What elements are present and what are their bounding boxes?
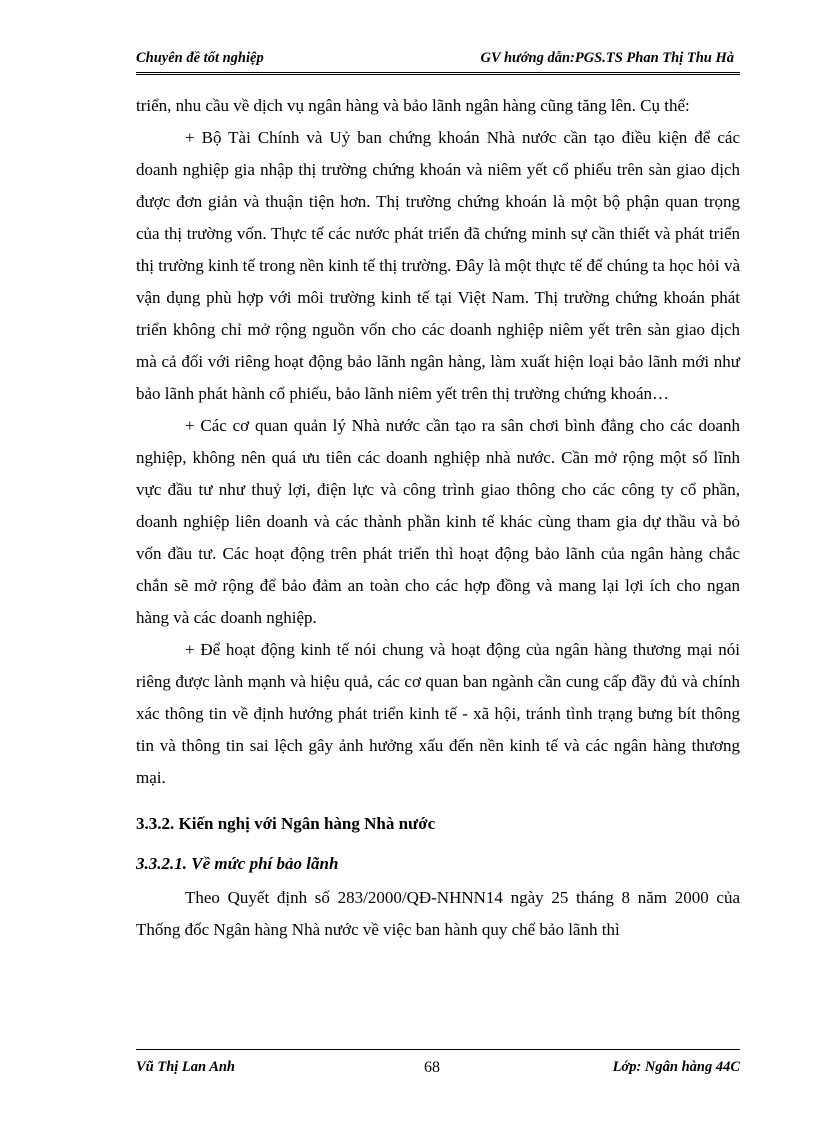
section-heading-3-3-2-1: 3.3.2.1. Về mức phí bảo lãnh	[136, 854, 339, 873]
paragraph-state-agencies: + Các cơ quan quản lý Nhà nước cần tạo ra sân chơi bình đẳng cho các doanh nghiệp, không nên quá ưu tiên các doanh nghiệp nhà nước. Cần mở rộng một số lĩnh vực đầu tư như thuỷ lợi, điện lực và công trình giao thông cho các công ty cổ phần, doanh nghiệp liên doanh và các thành phần kinh tế khác cùng tham gia dự thầu và bỏ vốn đầu tư. Các hoạt động trên phát triển thì hoạt động bảo lãnh của ngân hàng chắc chắn sẽ mở rộng để bảo đảm an toàn cho các hợp đồng và mang lại lợi ích cho ngan hàng và các doanh nghiệp.	[136, 416, 740, 627]
page-footer	[136, 1049, 740, 1080]
footer-author: Vũ Thị Lan Anh	[136, 1059, 235, 1075]
page-content	[136, 90, 740, 946]
paragraph-information: + Để hoạt động kinh tế nói chung và hoạt động của ngân hàng thương mại nói riêng được lành mạnh và hiệu quả, các cơ quan ban ngành cần cung cấp đầy đủ và chính xác thông tin về định hướng phát triển kinh tế - xã hội, tránh tình trạng bưng bít thông tin và thông tin sai lệch gây ảnh hưởng xấu đến nền kinh tế và các ngân hàng thương mại.	[136, 640, 740, 787]
header-document-type: Chuyên đề tốt nghiệp	[136, 50, 264, 66]
header-advisor: GV hướng dẫn:PGS.TS Phan Thị Thu Hà	[480, 50, 734, 66]
page-header	[136, 46, 740, 75]
section-heading-3-3-2: 3.3.2. Kiến nghị với Ngân hàng Nhà nước	[136, 814, 436, 833]
footer-page-number: 68	[424, 1059, 440, 1076]
footer-class: Lớp: Ngân hàng 44C	[612, 1059, 740, 1075]
paragraph-continuation: triển, nhu cầu về dịch vụ ngân hàng và bảo lãnh ngân hàng cũng tăng lên. Cụ thể:	[136, 96, 690, 115]
paragraph-decision-283: Theo Quyết định số 283/2000/QĐ-NHNN14 ngày 25 tháng 8 năm 2000 của Thống đốc Ngân hàng Nhà nước về việc ban hành quy chế bảo lãnh thì	[136, 888, 740, 939]
paragraph-ministry-of-finance: + Bộ Tài Chính và Uỷ ban chứng khoán Nhà nước cần tạo điều kiện để các doanh nghiệp gia nhập thị trường chứng khoán và niêm yết cổ phiếu trên sàn giao dịch được đơn giản và thuận tiện hơn. Thị trường chứng khoán là một bộ phận quan trọng của thị trường vốn. Thực tế các nước phát triển đã chứng minh sự cần thiết và phát triển thị trường kinh tế trong nền kinh tế thị trường. Đây là một thực tế để chúng ta học hỏi và vận dụng phù hợp với môi trường kinh tế tại Việt Nam. Thị trường chứng khoán phát triển không chỉ mở rộng nguồn vốn cho các doanh nghiệp niêm yết trên sàn giao dịch mà cả đối với riêng hoạt động bảo lãnh ngân hàng, làm xuất hiện loại bảo lãnh mới như bảo lãnh phát hành cổ phiếu, bảo lãnh niêm yết trên thị trường chứng khoán…	[136, 128, 740, 403]
